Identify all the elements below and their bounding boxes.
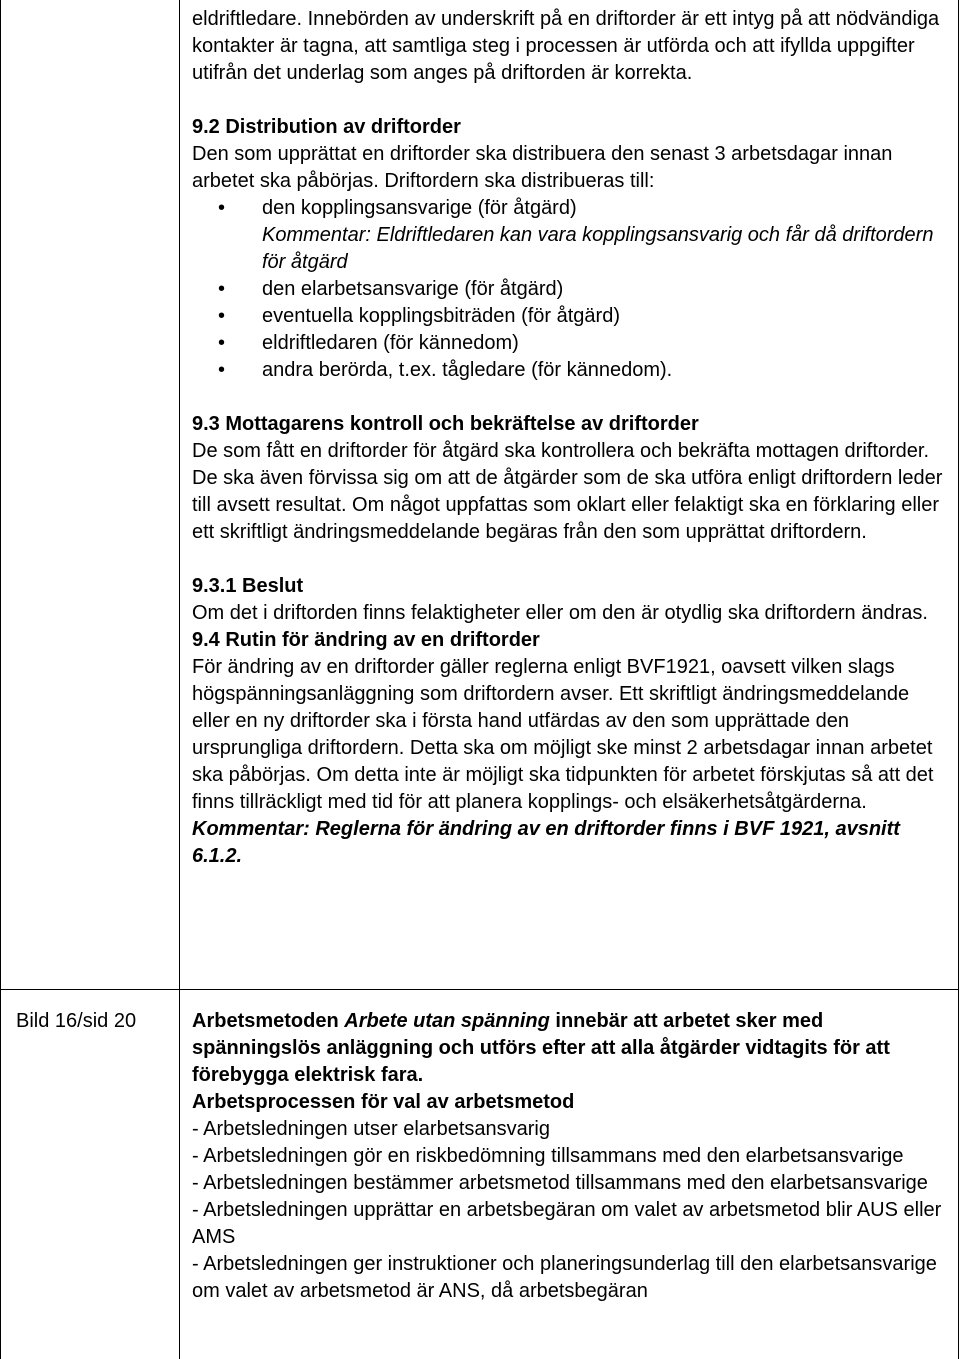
bullet-icon: •	[218, 197, 226, 219]
distribution-comment: Kommentar: Eldriftledaren kan vara kopplingsansvarig och får då driftordern för åtgärd	[262, 224, 934, 273]
section-9-4-text: För ändring av en driftorder gäller reglerna enligt BVF1921, oavsett vilken slags högspänningsanläggning som driftordern avser. Ett skriftligt ändringsmeddelande eller en ny driftorder ska i första hand utfärdas av den som upprättade den ursprungliga driftordern. Detta ska om möjligt ske minst 2 arbetsdagar innan arbetet ska påbörjas. Om detta inte är möjligt ska tidpunkten för arbetet förskjutas så att det finns tillräckligt med tid för att planera kopplings- och elsäkerhetsåtgärderna.	[192, 656, 934, 813]
process-step: - Arbetsledningen upprättar en arbetsbegäran om valet av arbetsmetod blir AUS eller AMS	[192, 1199, 942, 1248]
slide-label: Bild 16/sid 20	[16, 1010, 137, 1032]
bullet-icon: •	[218, 278, 226, 300]
distribution-list-continued	[192, 276, 947, 384]
distribution-list	[192, 195, 947, 222]
process-step: - Arbetsledningen bestämmer arbetsmetod tillsammans med den elarbetsansvarige	[192, 1172, 928, 1194]
section-9-3-1-text: Om det i driftorden finns felaktigheter eller om den är otydlig ska driftordern ändras.	[192, 602, 928, 624]
process-step: - Arbetsledningen utser elarbetsansvarig	[192, 1118, 550, 1140]
section-9-3-heading: 9.3 Mottagarens kontroll och bekräftelse av driftorder	[192, 413, 699, 435]
intro-paragraph: eldriftledare. Innebörden av underskrift på en driftorder är ett intyg på att nödvändiga kontakter är tagna, att samtliga steg i processen är utförda och att ifyllda uppgifter utifrån det underlag som anges på driftorden är korrekta.	[192, 8, 940, 84]
list-item: • den kopplingsansvarige (för åtgärd)	[192, 195, 947, 222]
bullet-icon: •	[218, 305, 226, 327]
section-9-4-heading: 9.4 Rutin för ändring av en driftorder	[192, 629, 540, 651]
table-column-divider	[179, 0, 180, 1359]
table-border-right	[958, 0, 959, 1359]
section-9-3-1-heading: 9.3.1 Beslut	[192, 575, 304, 597]
list-item: • andra berörda, t.ex. tågledare (för kännedom).	[192, 357, 947, 384]
section-9-2-text: Den som upprättat en driftorder ska distribuera den senast 3 arbetsdagar innan arbetet ska påbörjas. Driftordern ska distribueras till:	[192, 143, 893, 192]
table-row-divider	[0, 989, 959, 990]
bullet-icon: •	[218, 359, 226, 381]
lower-cell	[192, 1008, 947, 1305]
section-9-4-comment: Kommentar: Reglerna för ändring av en driftorder finns i BVF 1921, avsnitt 6.1.2.	[192, 818, 900, 867]
work-method-paragraph: Arbetsmetoden Arbete utan spänning innebär att arbetet sker med spänningslös anläggning och utförs efter att alla åtgärder vidtagits för att förebygga elektrisk fara.	[192, 1010, 890, 1086]
list-item: • den elarbetsansvarige (för åtgärd)	[192, 276, 947, 303]
work-process-heading: Arbetsprocessen för val av arbetsmetod	[192, 1091, 575, 1113]
list-item: • eldriftledaren (för kännedom)	[192, 330, 947, 357]
bullet-icon: •	[218, 332, 226, 354]
list-item: • eventuella kopplingsbiträden (för åtgärd)	[192, 303, 947, 330]
process-step: - Arbetsledningen gör en riskbedömning tillsammans med den elarbetsansvarige	[192, 1145, 904, 1167]
table-border-left	[0, 0, 1, 1359]
upper-cell	[192, 6, 947, 870]
process-step: - Arbetsledningen ger instruktioner och planeringsunderlag till den elarbetsansvarige om valet av arbetsmetod är ANS, då arbetsbegäran	[192, 1253, 937, 1302]
section-9-3-text: De som fått en driftorder för åtgärd ska kontrollera och bekräfta mottagen driftorder. De ska även förvissa sig om att de åtgärder som de ska utföra enligt driftordern leder till avsett resultat. Om något uppfattas som oklart eller felaktigt ska en förklaring eller ett skriftligt ändringsmeddelande begäras från den som upprättat driftordern.	[192, 440, 943, 543]
section-9-2-heading: 9.2 Distribution av driftorder	[192, 116, 461, 138]
